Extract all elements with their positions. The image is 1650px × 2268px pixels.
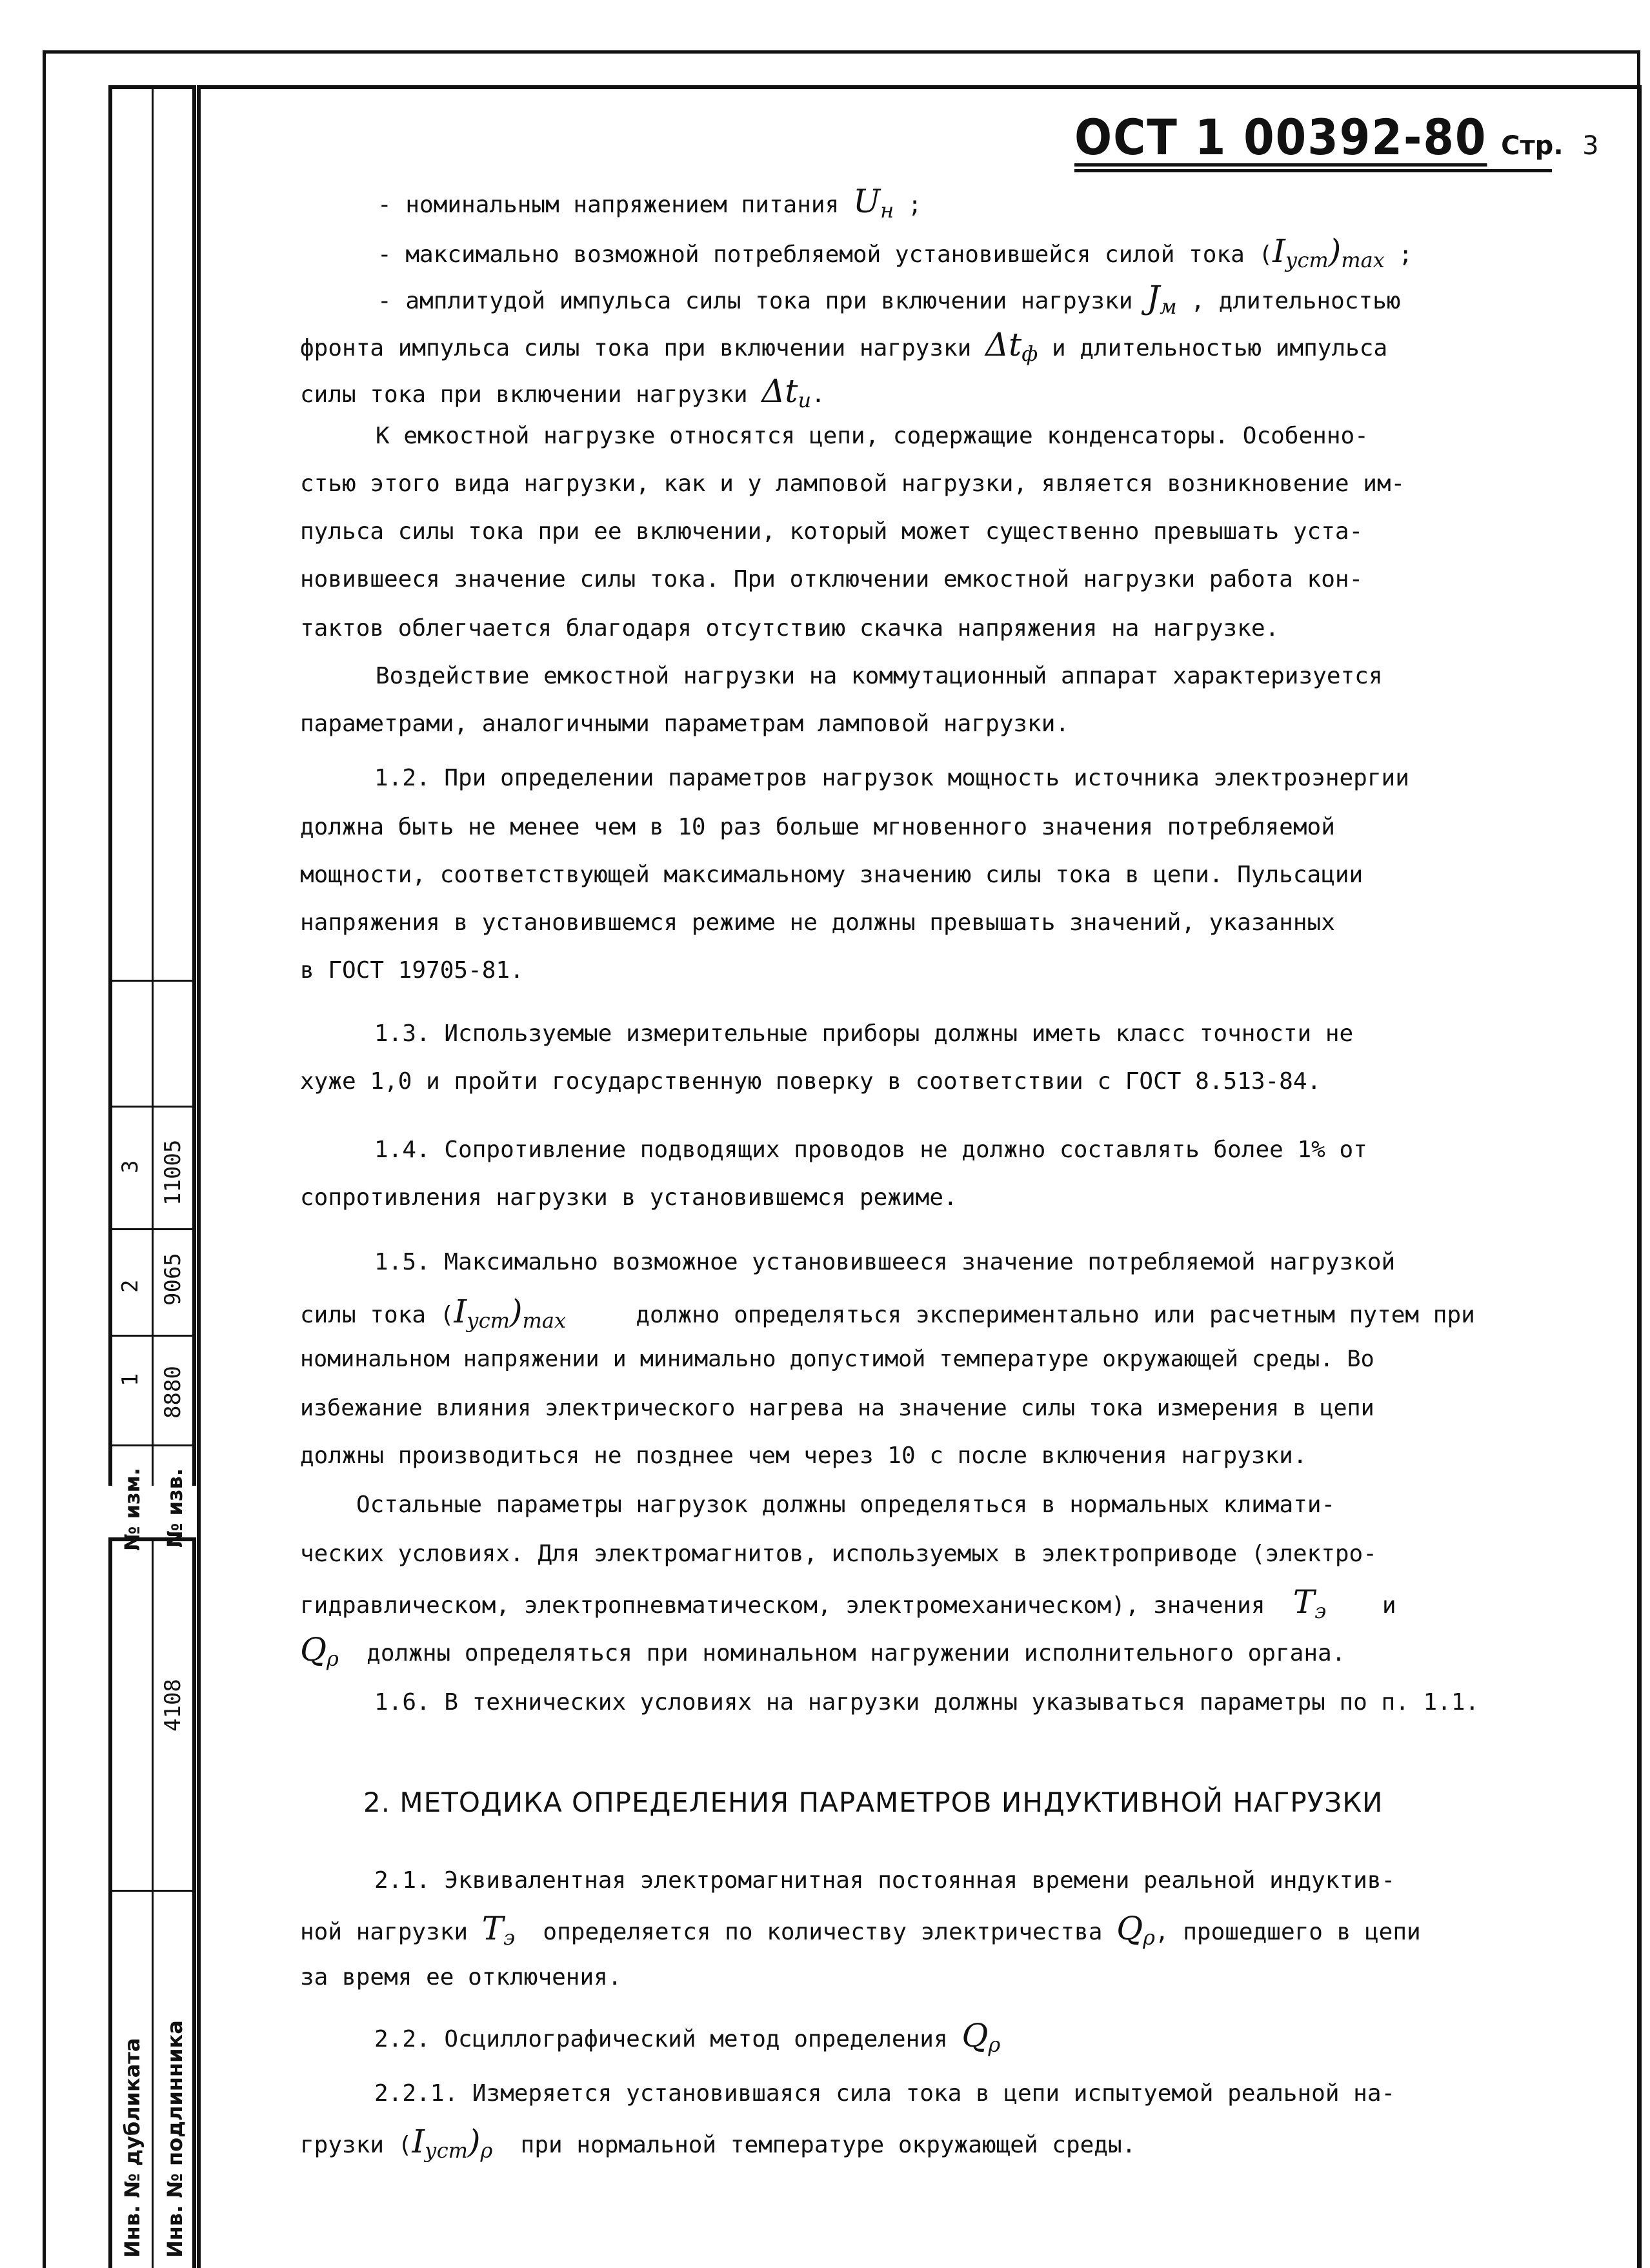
inventory-strip — [108, 1537, 196, 2268]
text-line: силы тока (Iуст)max должно определяться экспериментально или расчетным путем при — [300, 1293, 1475, 1333]
text-line: избежание влияния электрического нагрева на значение силы тока измерения в цепи — [300, 1395, 1374, 1421]
text-line: номинальном напряжении и минимально допустимой температуре окружающей среды. Во — [300, 1346, 1374, 1372]
text-line: Qρ должны определяться при номинальном нагружении исполнительного органа. — [300, 1631, 1346, 1671]
text-line: гидравлическом, электропневматическом, электромеханическом), значения Tэ и — [300, 1583, 1396, 1623]
text-line: сопротивления нагрузки в установившемся режиме. — [300, 1184, 958, 1211]
izv-2: 9065 — [160, 1253, 186, 1306]
text-line: силы тока при включении нагрузки Δtи. — [300, 372, 825, 412]
text-line: 2.1. Эквивалентная электромагнитная постоянная времени реальной индуктив- — [374, 1867, 1396, 1894]
text-line: - амплитудой импульса силы тока при включении нагрузки Jм , длительностью — [377, 279, 1401, 319]
text-line: 1.5. Максимально возможное установившееся значение потребляемой нагрузкой — [374, 1249, 1396, 1275]
izv-1: 8880 — [160, 1366, 186, 1419]
text-line: в ГОСТ 19705-81. — [300, 957, 524, 984]
text-line: Воздействие емкостной нагрузки на коммутационный аппарат характеризуется — [376, 663, 1383, 689]
izm-label: № изм. — [120, 1468, 145, 1551]
izm-2: 2 — [117, 1279, 143, 1293]
inv-podl-label: Инв. № подлинника — [163, 2020, 187, 2258]
text-line: 1.2. При определении параметров нагрузок мощность источника электроэнергии — [374, 765, 1409, 791]
text-line: тактов облегчается благодаря отсутствию скачка напряжения на нагрузке. — [300, 615, 1280, 642]
text-line: новившееся значение силы тока. При отключении емкостной нагрузки работа кон- — [300, 566, 1363, 592]
text-line: грузки (Iуст)ρ при нормальной температуре окружающей среды. — [300, 2123, 1136, 2163]
text-line: Остальные параметры нагрузок должны определяться в нормальных климати- — [356, 1492, 1336, 1518]
text-line: 1.6. В технических условиях на нагрузки должны указываться параметры по п. 1.1. — [374, 1689, 1480, 1716]
text-line: параметрами, аналогичными параметрам ламповой нагрузки. — [300, 711, 1070, 737]
text-line: за время ее отключения. — [300, 1964, 622, 1990]
text-line: 1.4. Сопротивление подводящих проводов не должно составлять более 1% от — [374, 1137, 1367, 1163]
page-number: 3 — [1582, 131, 1599, 161]
text-line: фронта импульса силы тока при включении нагрузки Δtф и длительностью импульса — [300, 326, 1388, 366]
page-label: Стр. — [1501, 131, 1564, 161]
inv-podl-value: 4108 — [160, 1679, 186, 1732]
izv-3: 11005 — [160, 1139, 186, 1206]
text-line: ной нагрузки Tэ определяется по количеству электричества Qρ, прошедшего в цепи — [300, 1910, 1421, 1950]
text-line: должны производиться не позднее чем через 10 с после включения нагрузки. — [300, 1443, 1307, 1469]
document-header — [1074, 108, 1599, 166]
text-line: - максимально возможной потребляемой установившейся силой тока (Iуст)max ; — [377, 232, 1413, 272]
revision-strip — [108, 85, 196, 1551]
inv-dubl-label: Инв. № дубликата — [120, 2038, 145, 2258]
section-heading: 2. МЕТОДИКА ОПРЕДЕЛЕНИЯ ПАРАМЕТРОВ ИНДУКТИВНОЙ НАГРУЗКИ — [363, 1787, 1383, 1818]
text-line: 2.2.1. Измеряется установившаяся сила тока в цепи испытуемой реальной на- — [374, 2080, 1396, 2107]
text-line: 2.2. Осциллографический метод определения Qρ — [374, 2017, 1001, 2057]
izm-3: 3 — [117, 1160, 143, 1173]
header-rule — [1074, 169, 1552, 172]
text-line: напряжения в установившемся режиме не должны превышать значений, указанных — [300, 909, 1335, 936]
text-line: - номинальным напряжением питания Uн ; — [377, 183, 922, 223]
text-line: ческих условиях. Для электромагнитов, используемых в электроприводе (электро- — [300, 1541, 1377, 1567]
text-line: К емкостной нагрузке относятся цепи, содержащие конденсаторы. Особенно- — [376, 423, 1369, 449]
izm-1: 1 — [117, 1373, 143, 1386]
text-line: стью этого вида нагрузки, как и у ламповой нагрузки, является возникновение им- — [300, 471, 1405, 497]
standard-code: ОСТ 1 00392-80 — [1074, 108, 1487, 166]
izv-label: № изв. — [163, 1468, 187, 1548]
text-line: мощности, соответствующей максимальному значению силы тока в цепи. Пульсации — [300, 862, 1363, 888]
text-line: пульса силы тока при ее включении, который может существенно превышать уста- — [300, 518, 1363, 545]
text-line: 1.3. Используемые измерительные приборы должны иметь класс точности не — [374, 1020, 1354, 1047]
text-line: должна быть не менее чем в 10 раз больше мгновенного значения потребляемой — [300, 814, 1335, 840]
text-line: хуже 1,0 и пройти государственную поверку в соответствии с ГОСТ 8.513-84. — [300, 1068, 1322, 1095]
